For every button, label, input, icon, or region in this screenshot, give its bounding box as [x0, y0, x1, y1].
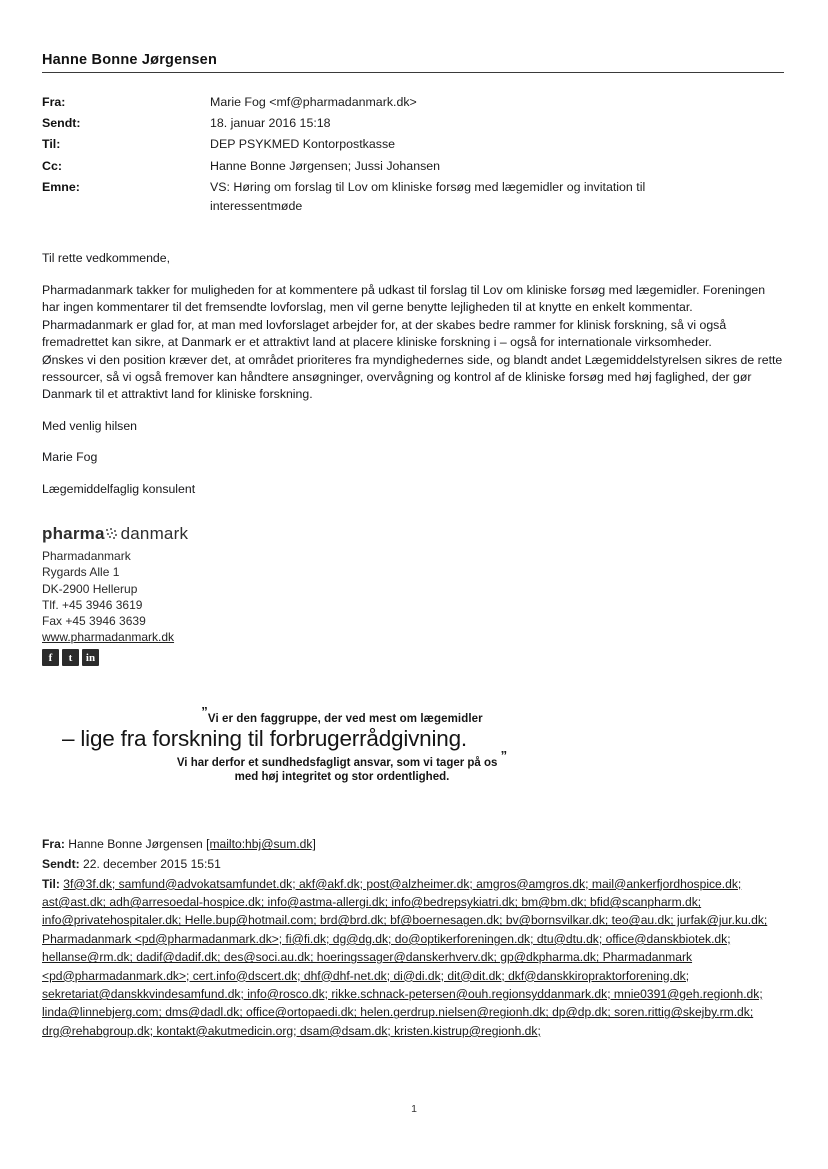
mail-header-fields: [42, 93, 786, 216]
forwarded-sent-row: [42, 855, 786, 873]
slogan-line-2: – lige fra forskning til forbrugerrådgivning.: [62, 726, 467, 752]
address-website-link[interactable]: www.pharmadanmark.dk: [42, 630, 175, 645]
address-street: Rygards Alle 1: [42, 565, 120, 580]
logo-word-light: danmark: [120, 524, 189, 544]
body-greeting: Til rette vedkommende,: [42, 251, 171, 266]
slogan-line-1-text: Vi er den faggruppe, der ved mest om lægemidler: [207, 713, 483, 726]
mail-header-row-from: [42, 93, 786, 112]
linkedin-icon[interactable]: in: [82, 649, 99, 666]
forwarded-sent-value: 22. december 2015 15:51: [83, 856, 221, 871]
forwarded-from-value: Hanne Bonne Jørgensen: [68, 837, 203, 852]
field-value-cc: Hanne Bonne Jørgensen; Jussi Johansen: [210, 158, 441, 173]
facebook-icon[interactable]: f: [42, 649, 59, 666]
field-value-sent: 18. januar 2016 15:18: [210, 116, 331, 131]
body-paragraph-3: Ønskes vi den position kræver det, at området prioriteres fra myndighedernes side, og blandt andet Lægemiddelstyrelsen sikres de rette ressourcer, så vi også fremover kan håndtere ansøgninger, overvågning og kontrol af de kliniske forsøg med høj faglighed, der gør Danmark til et attraktivt land for kliniske forskning.: [42, 352, 783, 402]
field-value-to: DEP PSYKMED Kontorpostkasse: [210, 137, 396, 152]
field-label-to: Til:: [42, 137, 61, 152]
field-value-from: Marie Fog <mf@pharmadanmark.dk>: [210, 95, 417, 109]
forwarded-message-header: [42, 835, 786, 1040]
slogan-line-3-text: Vi har derfor et sundhedsfagligt ansvar, som vi tager på os: [176, 757, 498, 770]
social-links: [42, 649, 786, 666]
body-paragraph-2: Pharmadanmark er glad for, at man med lovforslaget arbejder for, at der skabes bedre rammer for klinisk forskning, så vi også fremadrettet kan sikre, at Danmark er et attraktivt land at placere kliniske forskning i – også for internationale virksomheder.: [42, 317, 727, 350]
slogan-block: [62, 704, 622, 784]
field-label-sent: Sendt:: [42, 116, 81, 131]
address-city: DK-2900 Hellerup: [42, 581, 138, 596]
address-fax: Fax +45 3946 3639: [42, 614, 146, 629]
forwarded-from-row: [42, 835, 786, 853]
field-value-subject: [210, 178, 786, 216]
field-label-cc: Cc:: [42, 158, 62, 173]
address-company: Pharmadanmark: [42, 549, 131, 564]
logo-text: [42, 524, 786, 544]
mail-header-row-subject: [42, 178, 786, 216]
subject-line-2: interessentmøde: [210, 199, 303, 214]
forwarded-recipients-row: [42, 875, 786, 1040]
title-divider: [42, 72, 784, 73]
signature-role: Lægemiddelfaglig konsulent: [42, 481, 196, 496]
mail-header-row-sent: [42, 114, 786, 133]
signature-name: Marie Fog: [42, 450, 98, 465]
forwarded-from-label: Fra:: [42, 837, 65, 852]
quote-close-mark: ”: [500, 748, 508, 764]
field-label-from: Fra:: [42, 95, 66, 109]
document-content: [42, 52, 786, 1040]
message-body: [42, 250, 786, 498]
address-phone: Tlf. +45 3946 3619: [42, 597, 143, 612]
field-label-subject: Emne:: [42, 179, 80, 194]
mail-header-row-to: [42, 135, 786, 154]
subject-line-1: VS: Høring om forslag til Lov om kliniske forsøg med lægemidler og invitation til: [210, 179, 646, 194]
page-title: Hanne Bonne Jørgensen: [42, 52, 218, 68]
slogan-line-4: med høj integritet og stor ordentlighed.: [234, 771, 450, 784]
mail-header-row-cc: [42, 157, 786, 176]
forwarded-to-label: Til:: [42, 876, 60, 891]
body-signoff: Med venlig hilsen: [42, 418, 138, 433]
forwarded-sent-label: Sendt:: [42, 856, 80, 871]
logo-dots-icon: [105, 528, 121, 542]
slogan-line-1: [62, 704, 622, 726]
twitter-icon[interactable]: t: [62, 649, 79, 666]
pharmadanmark-logo: [42, 524, 786, 544]
body-paragraph-1: Pharmadanmark takker for muligheden for at kommentere på udkast til forslag til Lov om kliniske forsøg med lægemidler. Foreningen har ingen kommentarer til det fremsendte lovforslag, men vil gerne benytte lejligheden til at knytte en enkelt kommentar.: [42, 282, 766, 315]
slogan-line-3: [62, 748, 622, 770]
quote-open-mark: ”: [201, 704, 208, 720]
logo-word-bold: pharma: [42, 524, 105, 544]
forwarded-recipients-list[interactable]: 3f@3f.dk; samfund@advokatsamfundet.dk; akf@akf.dk; post@alzheimer.dk; amgros@amgros.dk; mail@ankerfjordhospice.dk; ast@ast.dk; adh@arresoedal-hospice.dk; info@astma-allergi.dk; info@bedrepsykiatri.dk; bm@bm.dk; bfid@scanpharm.dk; info@privatehospitaler.dk; Helle.bup@hotmail.com; brd@brd.dk; bf@boernesagen.dk; bv@bornsvilkar.dk; teo@au.dk; jurfak@jur.ku.dk; Pharmadanmark <pd@pharmadanmark.dk>; fi@fi.dk; dg@dg.dk; do@optikerforeningen.dk; dtu@dtu.dk; office@danskbiotek.dk; hellanse@rm.dk; dadif@dadif.dk; des@soci.au.dk; hoeringssager@danskerhverv.dk; gp@dkpharma.dk; Pharmadanmark <pd@pharmadanmark.dk>; cert.info@dscert.dk; dhf@dhf-net.dk; di@di.dk; dit@dit.dk; dkf@danskkiropraktorforening.dk; sekretariat@danskkvindesamfund.dk; info@rosco.dk; rikke.schnack-petersen@ouh.regionsyddanmark.dk; mnie0391@geh.regionh.dk; linda@linnebjerg.com; dms@dadl.dk; office@ortopaedi.dk; helen.gerdrup.nielsen@regionh.dk; dp@dp.dk; soren.rittig@skejby.rm.dk; drg@rehabgroup.dk; kontakt@akutmedicin.org; dsam@dsam.dk; kristen.kistrup@regionh.dk;: [42, 876, 768, 1038]
forwarded-from-mailto-link[interactable]: [mailto:hbj@sum.dk]: [206, 837, 316, 852]
page-number: 1: [411, 1103, 417, 1115]
signature-address: [42, 548, 786, 666]
